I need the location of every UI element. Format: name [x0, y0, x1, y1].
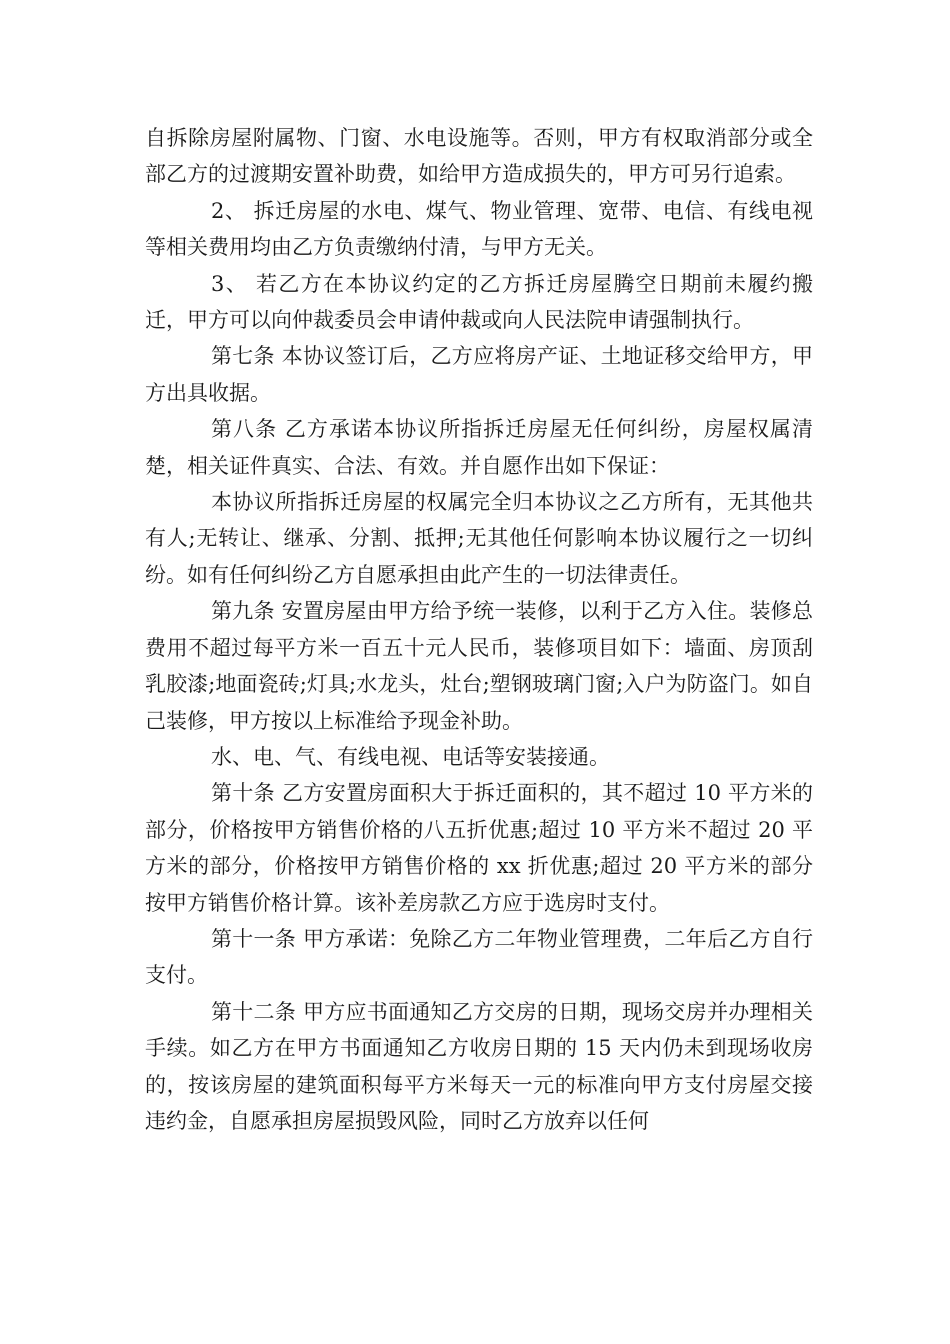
paragraph-item-2: 2、 拆迁房屋的水电、煤气、物业管理、宽带、电信、有线电视等相关费用均由乙方负责缴纳付清，与甲方无关。 [145, 198, 813, 260]
paragraph-item-3: 3、 若乙方在本协议约定的乙方拆迁房屋腾空日期前未履约搬迁，甲方可以向仲裁委员会申请仲裁或向人民法院申请强制执行。 [145, 271, 813, 333]
paragraph-article-11: 第十一条 甲方承诺：免除乙方二年物业管理费，二年后乙方自行支付。 [145, 926, 813, 988]
paragraph-article-7: 第七条 本协议签订后，乙方应将房产证、土地证移交给甲方，甲方出具收据。 [145, 344, 813, 405]
paragraph-utilities: 水、电、气、有线电视、电话等安装接通。 [211, 744, 610, 769]
paragraph-article-10: 第十条 乙方安置房面积大于拆迁面积的，其不超过 10 平方米的部分，价格按甲方销售价格的八五折优惠;超过 10 平方米不超过 20 平方米的部分，价格按甲方销售价格的 xx 折优惠;超过 20 平方米的部分按甲方销售价格计算。该补差房款乙方应于选房时支付。 [145, 781, 813, 915]
paragraph-article-8: 第八条 乙方承诺本协议所指拆迁房屋无任何纠纷，房屋权属清楚，相关证件真实、合法、有效。并自愿作出如下保证： [145, 417, 813, 478]
paragraph-continuation: 自拆除房屋附属物、门窗、水电设施等。否则，甲方有权取消部分或全部乙方的过渡期安置补助费，如给甲方造成损失的，甲方可另行追索。 [145, 126, 813, 187]
paragraph-article-9: 第九条 安置房屋由甲方给予统一装修，以利于乙方入住。装修总费用不超过每平方米一百五十元人民币，装修项目如下：墙面、房顶刮乳胶漆;地面瓷砖;灯具;水龙头，灶台;塑钢玻璃门窗;入户为防盗门。如自己装修，甲方按以上标准给予现金补助。 [145, 599, 813, 733]
paragraph-article-12: 第十二条 甲方应书面通知乙方交房的日期，现场交房并办理相关手续。如乙方在甲方书面通知乙方收房日期的 15 天内仍未到现场收房的，按该房屋的建筑面积每平方米每天一元的标准向甲方支付房屋交接违约金，自愿承担房屋损毁风险，同时乙方放弃以任何 [145, 999, 813, 1133]
paragraph-guarantee: 本协议所指拆迁房屋的权属完全归本协议之乙方所有，无其他共有人;无转让、继承、分割、抵押;无其他任何影响本协议履行之一切纠纷。如有任何纠纷乙方自愿承担由此产生的一切法律责任。 [145, 490, 813, 587]
document-body [145, 120, 813, 1139]
